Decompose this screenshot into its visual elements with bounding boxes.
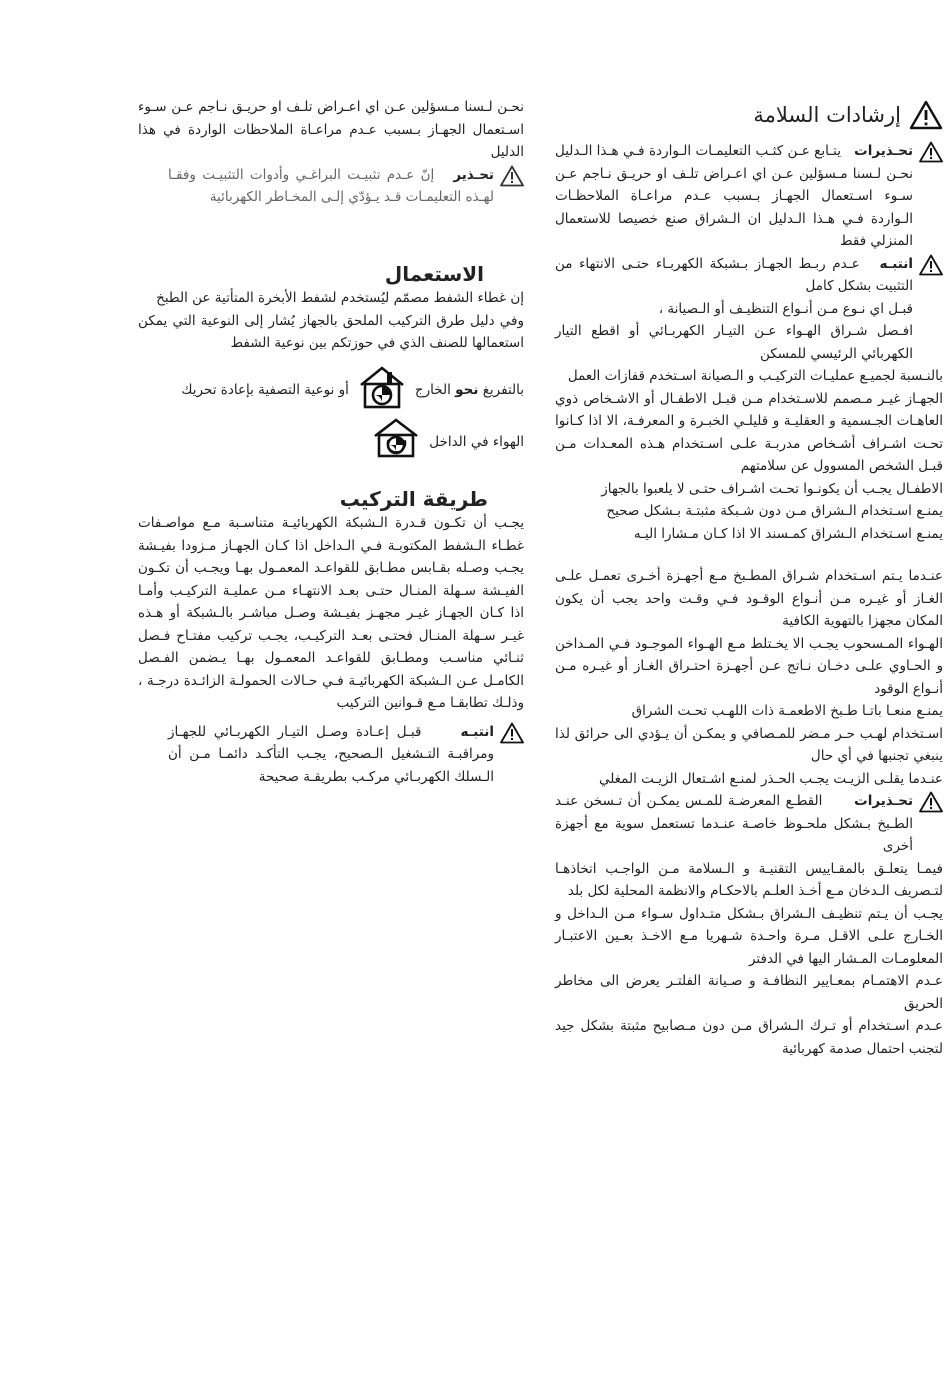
installation-title: طريقة التركيب [339,486,488,511]
inside-text: الهواء في الداخل [429,433,524,450]
safety-paragraph: يجـب أن يـتم تنظيـف الـشراق بـشكل متـداول سـواء مـن الـداخل و الخـارج علـى الاقـل مـرة واحـدة شـهريا مـع الاخـذ بعـين الاعتبـار المعلومـات المـشار اليها في الدفتر [555,905,943,967]
safety-paragraph: عـدم الاهتمـام بمعـايير النظافـة و صـيانة الفلتـر يعرض الى مخاطر الحريق [555,973,943,1012]
recirculation-mode-icon [371,418,421,466]
warning-triangle-icon [919,141,943,163]
exhaust-text: بالتفريغ نحو الخارج [414,382,524,398]
safety-paragraph: الهـواء المـسحوب يجـب الا يخـتلط مـع الهـواء الموجـود فـي المـداخن و الحـاوي علـى دخـان نـاتج عـن أجهـزة احتـراق الغـاز أو غيـره مـن أنـواع الوقود [555,635,943,697]
or-text: أو نوعية التصفية بإعادة تحريك [181,382,349,398]
usage-column [138,96,524,788]
safety-heading [555,100,943,130]
safety-paragraph: الاطفـال يجـب أن يكونـوا تحـت اشـراف حتـى لا يلعبوا بالجهاز [601,480,943,497]
caution-text: إنّ عـدم تثبيـت البراغـي وأدوات التثبيـت وفقـا لهـذه التعليمـات قـد يـؤدّي إلـى المخـاطر الكهربائية [168,166,494,205]
caution-sub-1: قبـل اي نـوع مـن أنـواع التنظيـف أو الـصيانة ، [658,300,913,317]
warning-text: القطـع المعرضـة للمـس يمكـن أن تـسخن عنـد الطـبخ بـشكل ملحـوظ خاصـة عنـدما تستعمل سوية مع أجهزة أخرى [555,793,913,854]
usage-paragraph: إن غطاء الشفط مصمّم ليُستخدم لشفط الأبخرة المتأتية عن الطبخ [156,290,524,306]
caution-label: انتبـه [460,723,494,740]
warning-triangle-icon [500,722,524,744]
safety-paragraph: عنـدما يقلـى الزيـت يجـب الحـذر لمنـع اشـتعال الزيـت المغلي [598,770,943,787]
caution-block [138,164,524,209]
exhaust-mode-icon [357,365,407,417]
safety-column [555,100,943,1060]
safety-title: إرشادات السلامة [753,102,901,127]
safety-paragraph: يمنـع اسـتخدام الـشراق مـن دون شـبكة مثبتـة بـشكل صحيح [606,503,943,519]
caution-label: تحـذير [453,166,494,183]
caution-label: انتبـه [879,255,914,272]
warning-label: تحـذيرات [854,143,914,159]
safety-paragraph: الجهـاز غيـر مـصمم للاسـتخدام مـن قبـل الاطفـال أو الاشـخاص ذوي العاهـات الجـسمية و العقليـة و قليلـي الخبـرة و المعرفـة، الا اذا كـانوا تحـت اشـراف أشـخاص مدربـة علـى اسـتخدام هـذه المعـدات مـن قبـل الشخص المسوول عن سلامتهم [555,390,943,474]
safety-paragraph: اسـتخدام لهـب حـر مـضر للمـصافي و يمكـن أن يـؤدي الى حرائق لذا ينبغي تجنبها في أي حال [555,725,943,764]
warning-triangle-icon [909,100,943,130]
warning-block [555,790,943,858]
warning-label: تحـذيرات [854,793,914,809]
safety-paragraph: يمنـع اسـتخدام الـشراق كمـسند الا اذا كـان مـشارا اليـه [633,525,943,542]
recirculation-line [138,418,524,466]
warning-text: يتـابع عـن كثـب التعليمـات الـواردة فـي هـذا الـدليل نحـن لـسنا مـسؤلين عـن اي اعـراض تلـف او حريـق نـاجم عـن سـوء اسـتعمال الجهـاز بـسبب عـدم مراعـاة الملاحظـات الـواردة فـي هـذا الـدليل ان الـشراق صنع خصيصا للاستعمال المنزلي فقط [555,143,913,249]
usage-title: الاستعمال [384,261,484,286]
caution-sub-2: افـصل شـراق الهـواء عـن التيـار الكهربـائي أو اقطع التيار الكهربائي الرئيسي للمسكن [555,323,913,362]
installation-section [138,488,524,789]
exhaust-line [138,365,524,417]
safety-paragraph: فيمـا يتعلـق بالمقـاييس التقنيـة و الـسلامة مـن الواجـب اتخاذهـا لتـصريف الـدخان مـع أخـذ العلـم بالاحكـام والانظمة المحلية لكل بلد [555,860,943,899]
usage-paragraph: وفي دليل طرق التركيب الملحق بالجهاز يُشار إلى النوعية التي يمكن استعمالها للصنف الذي في حوزتكم بين نوعية الشفط [138,312,524,351]
warning-triangle-icon [919,254,943,276]
caution-block [555,253,943,366]
safety-paragraph: عـدم اسـتخدام أو تـرك الـشراق مـن دون مـصابيح مثبتة بشكل جيد لتجنب احتمال صدمة كهربائية [555,1018,943,1057]
safety-paragraph: يمنـع منعـا باتـا طـبخ الاطعمـة ذات اللهـب تحـت الشراق [631,703,943,719]
safety-paragraph: عنـدما يـتم اسـتخدام شـراق المطـبخ مـع أجهـزة أخـرى تعمـل علـى الغـاز أو غيـره مـن أنـواع الوقـود فـي وقـت واحد يجب أن يكون المكان مجهزا بالتهوية الكافية [555,568,943,629]
safety-paragraph: بالنـسبة لجميـع عمليـات التركيـب و الـصيانة اسـتخدم قفازات العمل [567,368,943,384]
caution-block [138,721,524,789]
spacer [555,545,943,565]
warning-triangle-icon [919,791,943,813]
caution-text: قبـل إعـادة وصـل التيـار الكهربـائي للجهـاز ومراقبـة التـشغيل الـصحيح، يجـب التأكـد دائمـا مـن أن الـسلك الكهربـائي مركـب بطريقـة صحيحة [168,723,494,785]
usage-section [138,263,524,466]
caution-text: عـدم ربـط الجهـاز بـشبكة الكهربـاء حتـى الانتهاء من التثبيت بشكل كامل [555,255,913,294]
intro-paragraph: نحـن لـسنا مـسؤلين عـن اي اعـراض تلـف او حريـق نـاجم عـن سـوء اسـتعمال الجهـاز بـسبب عـدم مراعـاة الملاحظات الواردة في هذا الدليل [138,99,524,160]
installation-paragraph: يجـب أن تكـون قـدرة الـشبكة الكهربائيـة متناسـبة مـع مواصـفات غطـاء الـشفط المكتوبـة فـي الـداخل اذا كـان الجهـاز مـزودا بفيـشة يجـب وصـله بقـابس مطـابق للقواعـد المعمـول بهـا ويجـب أن تكـون الفيـشة سـهلة المنـال حتـى بعـد الانتهـاء مـن عمليـة التركيـب وأمـا اذا كـان الجهـاز غيـر مجهـز بفيـشة وصـل مباشـر بالـشبكة أو هـذه غيـر سـهلة المنـال فحتـى بعـد التركيـب، يجـب تركيب مفتـاح فـصل ثنـائي مناسـب ومطـابق للقواعـد المعمـول بهـا يـضمن الفـصل الكامـل عـن الـشبكة الكهربائيـة فـي حـالات الحمولـة الزائـدة درجـة ، وذلـك تطابقـا مـع قـوانين التركيب [138,515,524,711]
warning-triangle-icon [500,165,524,187]
warning-block [555,140,943,253]
